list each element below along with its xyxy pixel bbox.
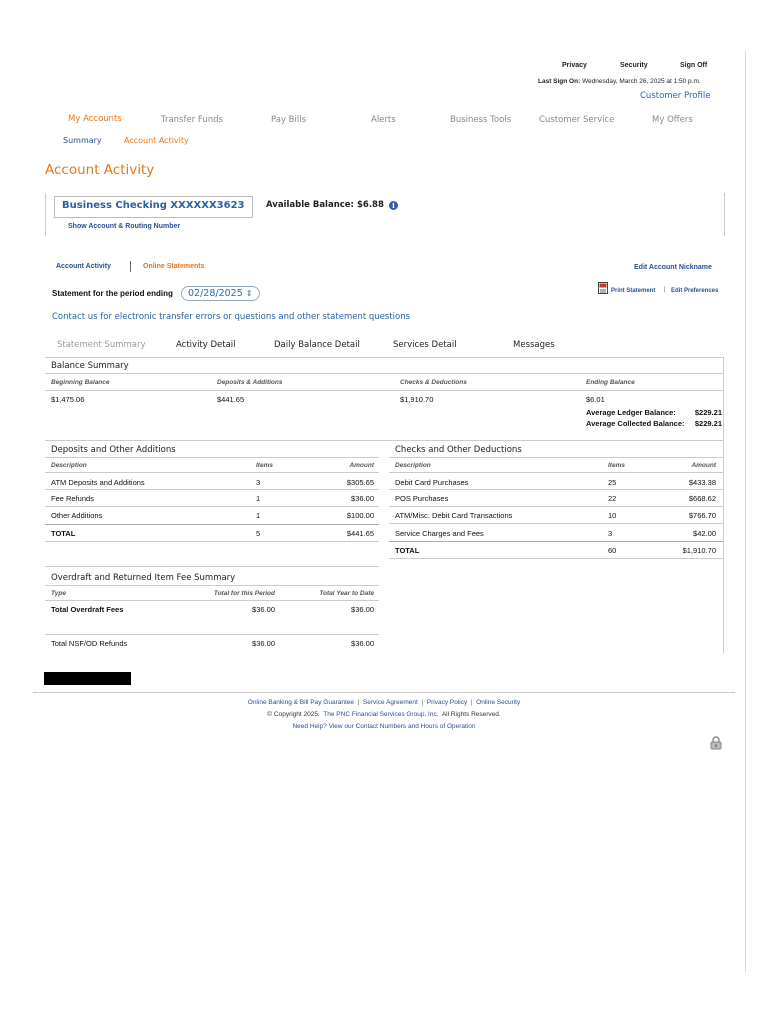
select-arrows-icon: ⇕ bbox=[245, 289, 253, 298]
deposits-col-amount: Amount bbox=[349, 462, 374, 469]
panel-right-border bbox=[723, 357, 724, 653]
beginning-balance-value: $1,475.06 bbox=[51, 395, 85, 404]
avg-ledger-label: Average Ledger Balance: bbox=[586, 408, 676, 417]
deposits-additions-value: $441.65 bbox=[217, 395, 245, 404]
overdraft-col-type: Type bbox=[51, 590, 66, 597]
print-statement-link[interactable]: Print Statement bbox=[611, 288, 656, 294]
deposits-col-items: Items bbox=[256, 462, 273, 469]
lock-icon bbox=[710, 736, 722, 750]
sign-off-link[interactable]: Sign Off bbox=[680, 62, 708, 69]
footer-help-link[interactable]: Need Help? View our Contact Numbers and Hours of Operation bbox=[292, 723, 476, 730]
deductions-col-items: Items bbox=[608, 462, 625, 469]
footer-company-link[interactable]: The PNC Financial Services Group, Inc. bbox=[323, 711, 439, 718]
footer-link-guarantee[interactable]: Online Banking & Bill Pay Guarantee bbox=[247, 699, 354, 706]
deposits-col-description: Description bbox=[51, 462, 87, 469]
nav-alerts[interactable]: Alerts bbox=[371, 115, 396, 125]
avg-ledger-value: $229.21 bbox=[694, 408, 722, 417]
show-routing-link[interactable]: Show Account & Routing Number bbox=[68, 223, 181, 230]
col-deposits-additions: Deposits & Additions bbox=[217, 379, 283, 386]
footer-divider bbox=[33, 692, 735, 693]
edit-preferences-link[interactable]: Edit Preferences bbox=[671, 288, 719, 294]
footer-link-service-agreement[interactable]: Service Agreement bbox=[362, 699, 418, 706]
info-icon[interactable]: i bbox=[389, 201, 398, 210]
link-divider bbox=[130, 261, 131, 272]
account-activity-link[interactable]: Account Activity bbox=[56, 263, 111, 270]
privacy-link[interactable]: Privacy bbox=[562, 62, 587, 69]
tab-activity-detail[interactable]: Activity Detail bbox=[176, 340, 236, 350]
avg-collected-value: $229.21 bbox=[694, 419, 722, 428]
nav-business-tools[interactable]: Business Tools bbox=[450, 115, 512, 125]
tab-statement-summary[interactable]: Statement Summary bbox=[57, 340, 146, 350]
security-link[interactable]: Security bbox=[620, 62, 648, 69]
subnav-summary[interactable]: Summary bbox=[63, 136, 102, 145]
nav-pay-bills[interactable]: Pay Bills bbox=[271, 115, 307, 125]
nav-my-accounts[interactable]: My Accounts bbox=[68, 114, 122, 124]
overdraft-col-ytd: Total Year to Date bbox=[319, 590, 374, 597]
page-title: Account Activity bbox=[45, 162, 155, 178]
statement-period-select[interactable]: 02/28/2025 ⇕ bbox=[181, 286, 260, 301]
footer-copyright: © Copyright 2025. The PNC Financial Services Group, Inc. All Rights Reserved. bbox=[267, 711, 501, 718]
tab-daily-balance-detail[interactable]: Daily Balance Detail bbox=[274, 340, 360, 350]
footer-link-privacy-policy[interactable]: Privacy Policy bbox=[426, 699, 468, 706]
redacted-bar bbox=[44, 672, 131, 685]
subnav-account-activity[interactable]: Account Activity bbox=[124, 136, 189, 145]
nav-my-offers[interactable]: My Offers bbox=[652, 115, 693, 125]
avg-collected-label: Average Collected Balance: bbox=[586, 419, 685, 428]
col-beginning-balance: Beginning Balance bbox=[51, 379, 110, 386]
deposits-title: Deposits and Other Additions bbox=[51, 445, 176, 455]
statement-period-label: Statement for the period ending bbox=[52, 289, 173, 298]
contact-link[interactable]: Contact us for electronic transfer errors or questions and other statement questions bbox=[52, 312, 411, 322]
col-checks-deductions: Checks & Deductions bbox=[400, 379, 467, 386]
edit-nickname-link[interactable]: Edit Account Nickname bbox=[634, 264, 712, 271]
balance-summary-title: Balance Summary bbox=[51, 361, 129, 371]
panel-top-border bbox=[45, 357, 723, 358]
overdraft-title: Overdraft and Returned Item Fee Summary bbox=[51, 573, 236, 583]
tab-messages[interactable]: Messages bbox=[513, 340, 555, 350]
deductions-title: Checks and Other Deductions bbox=[395, 445, 522, 455]
customer-profile-link[interactable]: Customer Profile bbox=[640, 91, 711, 101]
footer-links: Online Banking & Bill Pay Guarantee | Service Agreement | Privacy Policy | Online Security bbox=[247, 699, 521, 706]
deductions-col-amount: Amount bbox=[691, 462, 716, 469]
tab-services-detail[interactable]: Services Detail bbox=[393, 340, 457, 350]
pdf-icon[interactable] bbox=[598, 282, 609, 294]
pipe-divider: | bbox=[664, 287, 666, 293]
footer-link-online-security[interactable]: Online Security bbox=[476, 699, 521, 706]
last-sign-on: Last Sign On: Wednesday, March 26, 2025 at 1:50 p.m. bbox=[538, 78, 701, 85]
nav-customer-service[interactable]: Customer Service bbox=[539, 115, 615, 125]
available-balance-label: Available Balance: bbox=[266, 200, 354, 210]
online-statements-link[interactable]: Online Statements bbox=[143, 263, 205, 270]
deductions-col-description: Description bbox=[395, 462, 431, 469]
nav-transfer-funds[interactable]: Transfer Funds bbox=[161, 115, 223, 125]
account-name: Business Checking XXXXXX3623 bbox=[62, 200, 245, 211]
right-border bbox=[745, 50, 746, 972]
ending-balance-value: $6.01 bbox=[586, 395, 605, 404]
available-balance-value: $6.88 bbox=[357, 200, 384, 210]
col-ending-balance: Ending Balance bbox=[586, 379, 635, 386]
checks-deductions-value: $1,910.70 bbox=[400, 395, 434, 404]
overdraft-col-period: Total for this Period bbox=[213, 590, 275, 597]
